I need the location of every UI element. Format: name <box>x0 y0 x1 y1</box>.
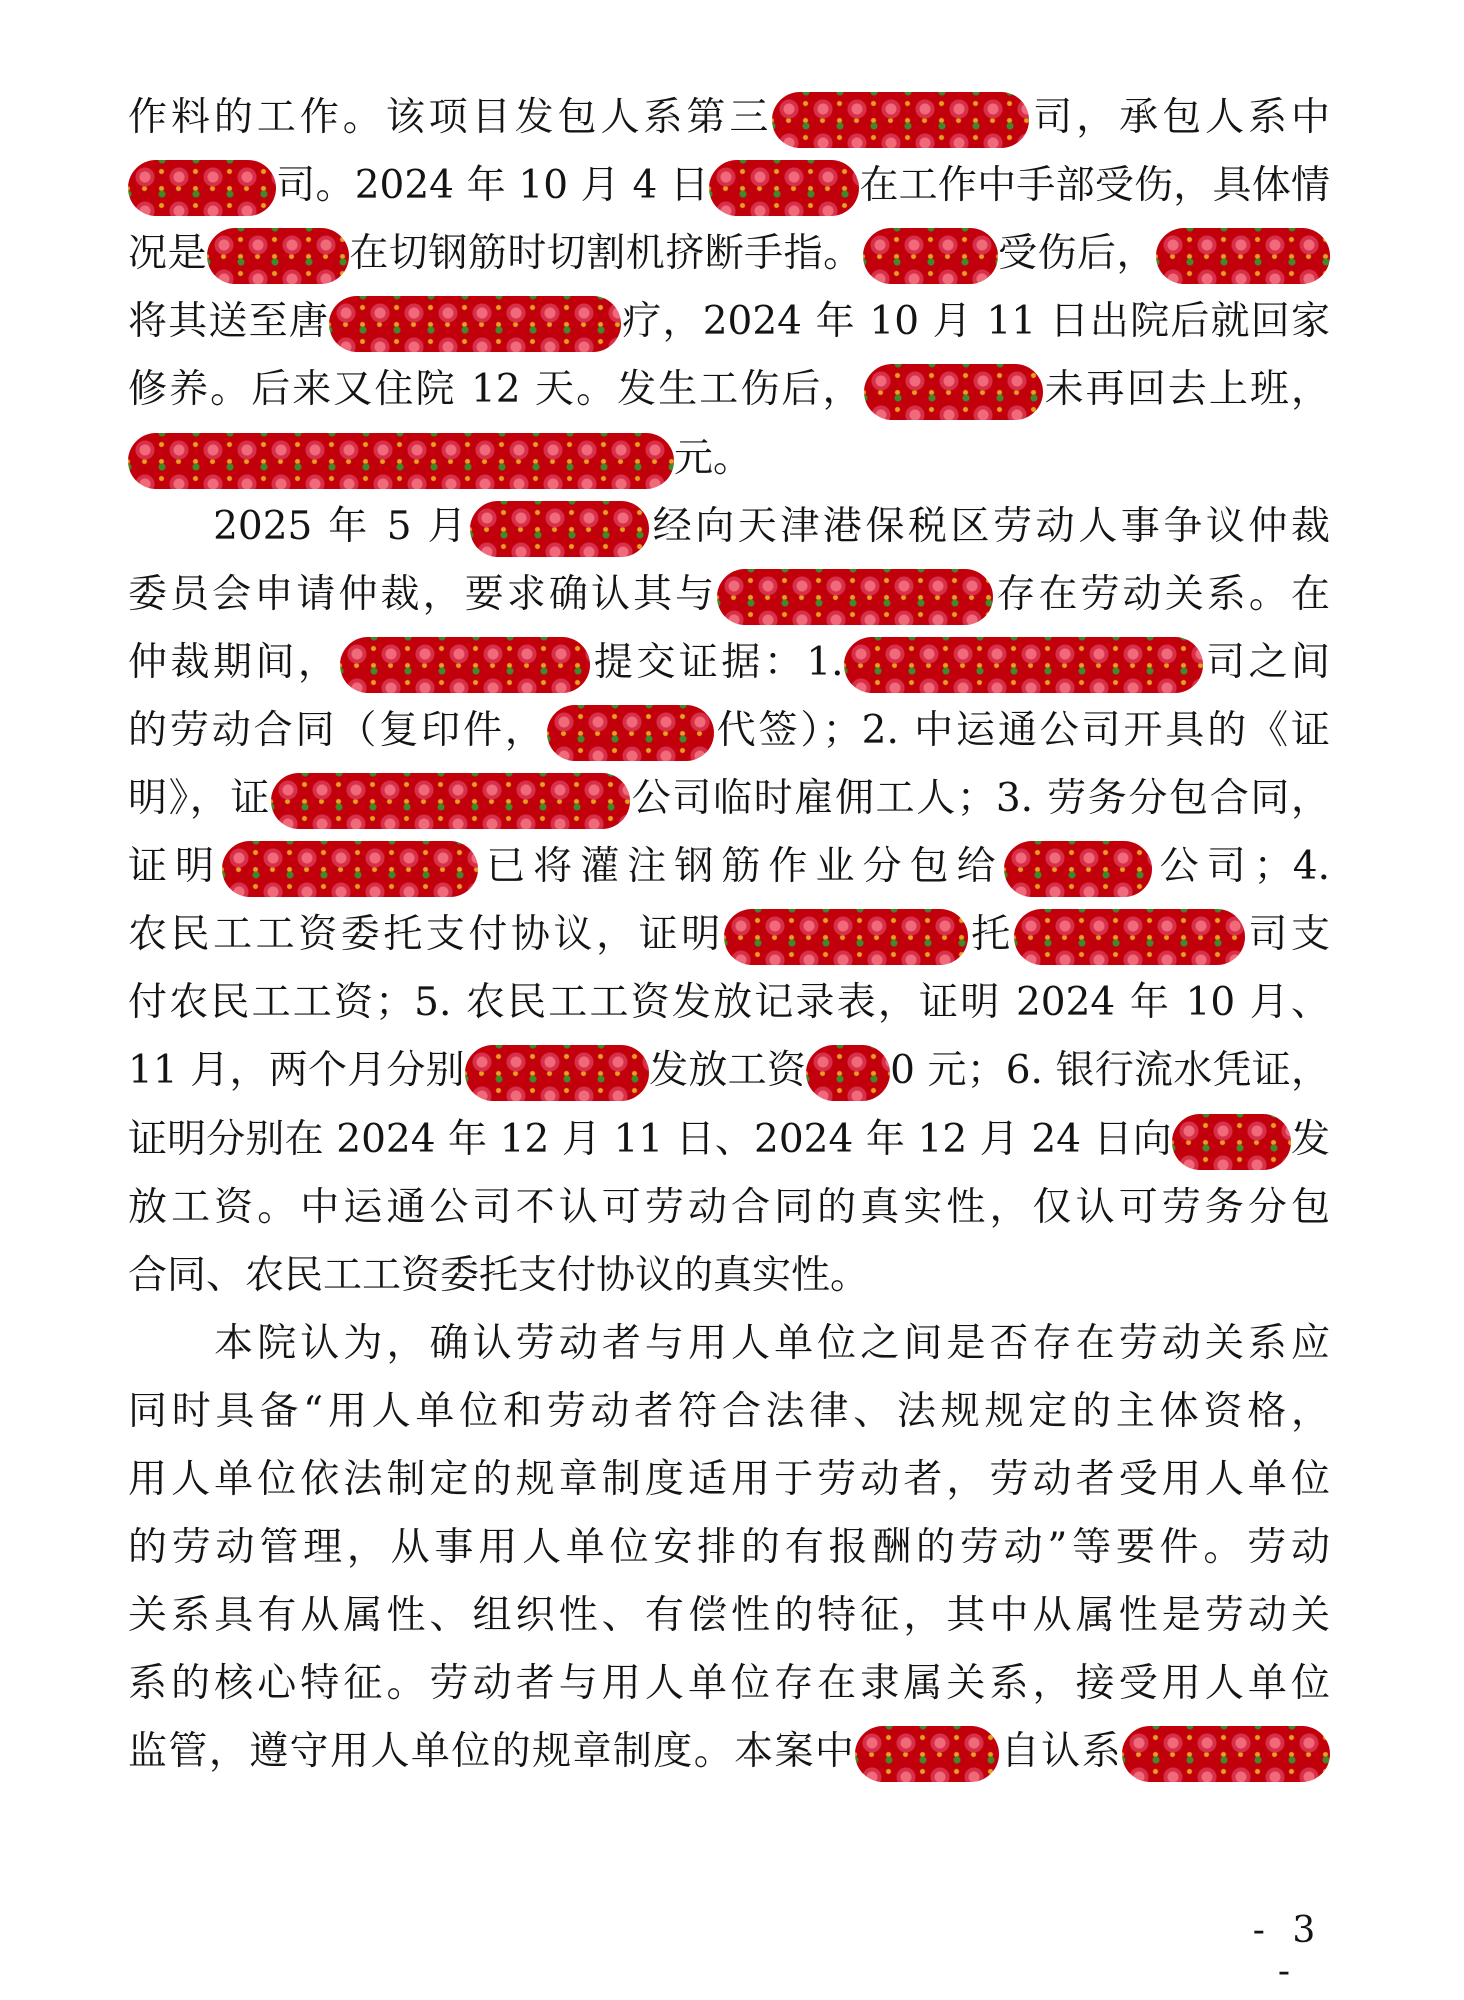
text-segment: 系的核心特征。劳动者与用人单位存在隶属关系，接受用人单位 <box>128 1661 1330 1707</box>
redaction-mark <box>271 773 630 829</box>
text-segment: 11 月，两个月分别 <box>128 1048 465 1094</box>
text-segment: 公司；4. <box>1151 844 1330 890</box>
text-line <box>128 288 1330 356</box>
text-segment: 在工作中手部受伤，具体情 <box>859 163 1330 209</box>
redaction-mark <box>1172 1114 1291 1170</box>
redaction-mark <box>547 705 714 761</box>
text-segment: 司，承包人系中 <box>1029 95 1330 140</box>
text-line <box>128 629 1330 697</box>
text-segment: 存在劳动关系。在 <box>993 571 1330 617</box>
text-segment: 疗，2024 年 10 月 11 日出院后就回家 <box>621 299 1330 345</box>
text-segment: 代签）；2. 中运通公司开具的《证 <box>713 707 1330 753</box>
text-line <box>128 1310 1330 1378</box>
text-segment: 经向天津港保税区劳动人事争议仲裁 <box>649 503 1330 549</box>
text-line <box>128 1582 1330 1650</box>
text-segment: 0 元；6. 银行流水凭证， <box>890 1048 1330 1094</box>
text-segment: 的劳动管理，从事用人单位安排的有报酬的劳动”等要件。劳动 <box>128 1525 1330 1571</box>
text-segment: 仲裁期间， <box>128 639 341 685</box>
text-segment: 放工资。中运通公司不认可劳动合同的真实性，仅认可劳务分包 <box>128 1184 1330 1230</box>
text-segment: 公司临时雇佣工人；3. 劳务分包合同， <box>630 776 1330 821</box>
text-segment: 证明分别在 2024 年 12 月 11 日、2024 年 12 月 24 日向 <box>128 1116 1172 1162</box>
redaction-mark <box>465 1045 649 1101</box>
text-segment: 元。 <box>674 435 753 481</box>
redaction-mark <box>128 160 276 216</box>
redaction-mark <box>222 841 478 897</box>
redaction-mark <box>1004 841 1152 897</box>
text-segment: 委员会申请仲裁，要求确认其与 <box>128 571 718 617</box>
indent <box>128 504 213 549</box>
text-line <box>128 1718 1330 1786</box>
text-line <box>128 1037 1330 1105</box>
text-segment: 合同、农民工工资委托支付协议的真实性。 <box>128 1252 870 1298</box>
page-number: - 3 - <box>1252 1910 1324 1992</box>
redaction-mark <box>128 433 674 489</box>
text-line <box>128 697 1330 765</box>
text-line <box>128 493 1330 561</box>
text-segment: 提交证据：1. <box>590 639 844 685</box>
redaction-mark <box>724 909 968 965</box>
text-line <box>128 84 1330 152</box>
text-line <box>128 901 1330 969</box>
text-line <box>128 425 1330 493</box>
redaction-mark <box>772 92 1029 148</box>
text-segment: 司。2024 年 10 月 4 日 <box>276 163 710 209</box>
redaction-mark <box>709 160 859 216</box>
text-segment: 本院认为，确认劳动者与用人单位之间是否存在劳动关系应 <box>214 1320 1330 1366</box>
redaction-mark <box>806 1045 890 1101</box>
text-line <box>128 561 1330 629</box>
text-line <box>128 220 1330 288</box>
text-segment: 将其送至唐 <box>128 299 330 345</box>
text-line <box>128 1174 1330 1242</box>
redaction-mark <box>855 1726 999 1782</box>
redaction-mark <box>207 228 349 284</box>
text-line <box>128 1242 1330 1310</box>
text-segment: 付农民工工资；5. 农民工工资发放记录表，证明 2024 年 10 月、 <box>128 980 1330 1026</box>
text-segment: 关系具有从属性、组织性、有偿性的特征，其中从属性是劳动关 <box>128 1593 1330 1639</box>
text-segment: 未再回去上班， <box>1042 367 1330 413</box>
text-segment: 农民工工资委托支付协议，证明 <box>128 912 724 958</box>
redaction-mark <box>340 637 590 693</box>
text-segment: 2025 年 5 月 <box>213 503 471 549</box>
text-segment: 托 <box>967 912 1014 958</box>
text-segment: 司支 <box>1244 912 1330 958</box>
redaction-mark <box>1122 1726 1330 1782</box>
redaction-mark <box>1014 909 1245 965</box>
text-line <box>128 1378 1330 1446</box>
text-segment: 同时具备“用人单位和劳动者符合法律、法规规定的主体资格， <box>128 1388 1330 1434</box>
text-line <box>128 1106 1330 1174</box>
text-line <box>128 1446 1330 1514</box>
redaction-mark <box>717 569 993 625</box>
text-line <box>128 765 1330 833</box>
redaction-mark <box>470 501 649 557</box>
redaction-mark <box>1156 228 1330 284</box>
text-line <box>128 1650 1330 1718</box>
text-segment: 发放工资 <box>648 1048 807 1094</box>
text-segment: 受伤后， <box>997 231 1156 277</box>
text-line <box>128 833 1330 901</box>
text-line <box>128 356 1330 424</box>
redaction-mark <box>864 364 1043 420</box>
text-line <box>128 152 1330 220</box>
text-segment: 用人单位依法制定的规章制度适用于劳动者，劳动者受用人单位 <box>128 1457 1330 1502</box>
text-segment: 司之间 <box>1202 639 1330 685</box>
text-segment: 作料的工作。该项目发包人系第三 <box>128 95 773 140</box>
text-line <box>128 1514 1330 1582</box>
text-segment: 在切钢筋时切割机挤断手指。 <box>348 231 863 277</box>
text-segment: 监管，遵守用人单位的规章制度。本案中 <box>128 1729 856 1775</box>
redaction-mark <box>863 228 998 284</box>
indent <box>128 1321 214 1366</box>
text-line <box>128 969 1330 1037</box>
text-segment: 已将灌注钢筋作业分包给 <box>478 844 1004 890</box>
redaction-mark <box>329 296 621 352</box>
redaction-mark <box>844 637 1203 693</box>
text-segment: 证明 <box>128 844 223 890</box>
text-segment: 自认系 <box>999 1729 1122 1775</box>
text-segment: 况是 <box>128 231 207 277</box>
text-segment: 的劳动合同（复印件， <box>128 707 547 753</box>
text-segment: 发 <box>1290 1116 1330 1162</box>
text-segment: 修养。后来又住院 12 天。发生工伤后， <box>128 367 864 413</box>
text-segment: 明》，证 <box>128 776 272 821</box>
